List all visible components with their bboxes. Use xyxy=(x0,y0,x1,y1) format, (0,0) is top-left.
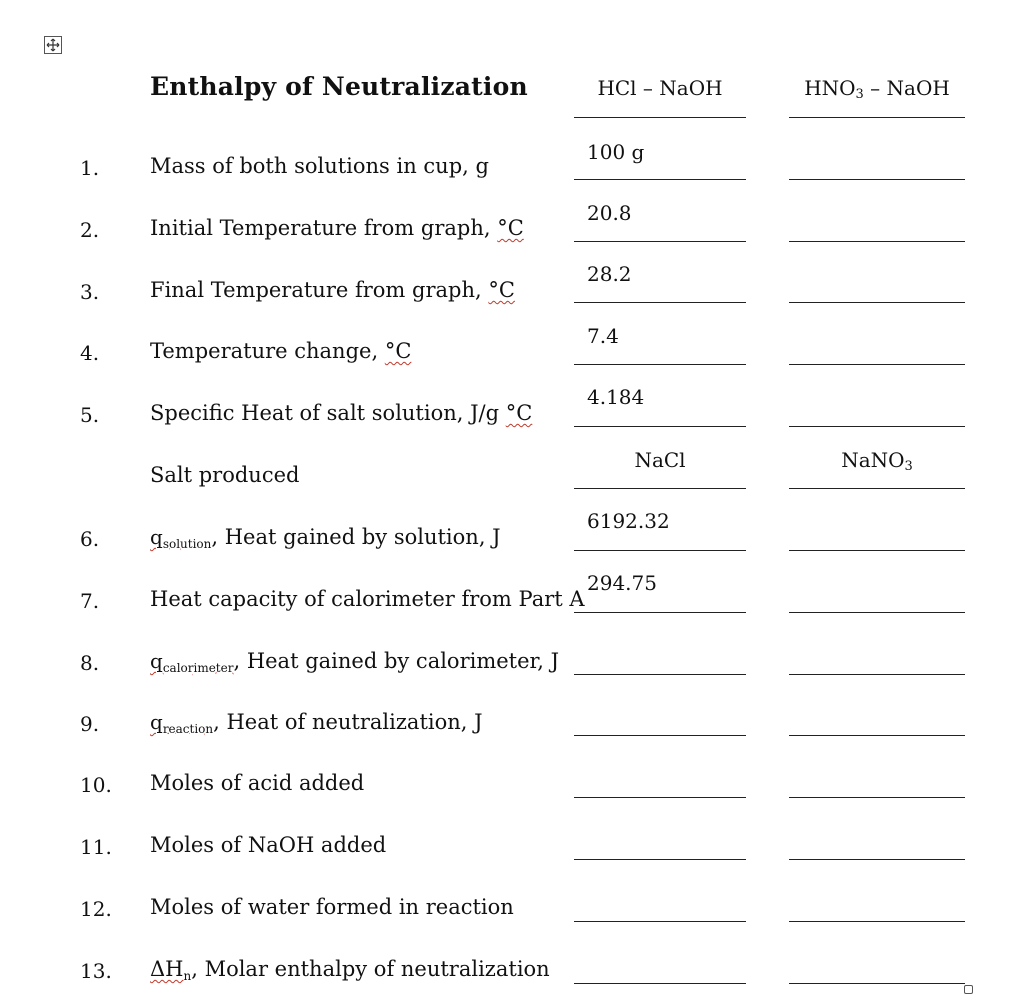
row-label-molar-enthalpy: ΔHn, Molar enthalpy of neutralization xyxy=(150,957,550,983)
table-resize-handle-icon[interactable] xyxy=(964,985,973,994)
row-label-moles-acid: Moles of acid added xyxy=(150,771,365,795)
row-number: 3. xyxy=(80,280,100,304)
answer-line-b[interactable] xyxy=(789,488,965,489)
row-number: 12. xyxy=(80,897,112,921)
answer-line-b[interactable] xyxy=(789,735,965,736)
column-header-hcl-naoh: HCl – NaOH xyxy=(597,76,723,100)
row-number: 10. xyxy=(80,773,112,797)
row-label-moles-naoh: Moles of NaOH added xyxy=(150,833,387,857)
row-number: 2. xyxy=(80,218,100,242)
row-number: 13. xyxy=(80,959,112,983)
row-label-salt-produced: Salt produced xyxy=(150,463,300,487)
value-a-temp-change[interactable]: 7.4 xyxy=(587,324,619,348)
row-label-specific-heat: Specific Heat of salt solution, J/g °C xyxy=(150,401,533,425)
answer-line-b[interactable] xyxy=(789,364,965,365)
row-number: 4. xyxy=(80,341,100,365)
answer-line-a[interactable] xyxy=(574,426,746,427)
column-header-hno3-naoh: $HNO_3$ – NaOH xyxy=(804,76,950,102)
row-label-mass: Mass of both solutions in cup, g xyxy=(150,154,489,178)
row-number: 8. xyxy=(80,651,100,675)
row-label-q-calorimeter: qcalorimeter, Heat gained by calorimeter, J xyxy=(150,649,560,675)
answer-line-b[interactable] xyxy=(789,179,965,180)
row-number: 9. xyxy=(80,712,100,736)
value-a-mass[interactable]: 100 g xyxy=(587,140,645,164)
answer-line-a[interactable] xyxy=(574,612,746,613)
value-a-final-temp[interactable]: 28.2 xyxy=(587,262,632,286)
row-label-initial-temp: Initial Temperature from graph, °C xyxy=(150,216,524,240)
answer-line-a[interactable] xyxy=(574,674,746,675)
row-number: 11. xyxy=(80,835,112,859)
row-label-temp-change: Temperature change, °C xyxy=(150,339,412,363)
answer-line-b[interactable] xyxy=(789,612,965,613)
table-move-handle-icon[interactable] xyxy=(44,36,62,54)
answer-line-a[interactable] xyxy=(574,488,746,489)
answer-line-b[interactable] xyxy=(789,797,965,798)
answer-line-a[interactable] xyxy=(574,735,746,736)
answer-line-a[interactable] xyxy=(574,859,746,860)
row-label-q-solution: qsolution, Heat gained by solution, J xyxy=(150,525,501,551)
value-a-initial-temp[interactable]: 20.8 xyxy=(587,201,632,225)
value-a-specific-heat[interactable]: 4.184 xyxy=(587,385,645,409)
value-a-heat-capacity[interactable]: 294.75 xyxy=(587,571,657,595)
answer-line-a[interactable] xyxy=(574,241,746,242)
row-number: 7. xyxy=(80,589,100,613)
row-label-q-reaction: qreaction, Heat of neutralization, J xyxy=(150,710,483,736)
answer-line-b[interactable] xyxy=(789,550,965,551)
answer-line-b[interactable] xyxy=(789,674,965,675)
answer-line-a[interactable] xyxy=(574,302,746,303)
value-b-salt[interactable]: NaNO$_3$ xyxy=(841,448,913,474)
page-title: Enthalpy of Neutralization xyxy=(150,72,528,101)
row-number: 6. xyxy=(80,527,100,551)
row-label-heat-capacity: Heat capacity of calorimeter from Part A xyxy=(150,587,585,611)
answer-line-a[interactable] xyxy=(574,797,746,798)
answer-line-b[interactable] xyxy=(789,426,965,427)
header-line-b xyxy=(789,117,965,118)
answer-line-b[interactable] xyxy=(789,921,965,922)
answer-line-a[interactable] xyxy=(574,364,746,365)
row-label-final-temp: Final Temperature from graph, °C xyxy=(150,278,515,302)
value-a-salt[interactable]: NaCl xyxy=(634,448,686,472)
answer-line-a[interactable] xyxy=(574,983,746,984)
answer-line-a[interactable] xyxy=(574,921,746,922)
answer-line-b[interactable] xyxy=(789,859,965,860)
header-line-a xyxy=(574,117,746,118)
row-label-moles-water: Moles of water formed in reaction xyxy=(150,895,514,919)
answer-line-b[interactable] xyxy=(789,983,965,984)
answer-line-a[interactable] xyxy=(574,179,746,180)
row-number: 1. xyxy=(80,156,100,180)
value-a-q-solution[interactable]: 6192.32 xyxy=(587,509,670,533)
answer-line-a[interactable] xyxy=(574,550,746,551)
answer-line-b[interactable] xyxy=(789,241,965,242)
row-number: 5. xyxy=(80,403,100,427)
answer-line-b[interactable] xyxy=(789,302,965,303)
